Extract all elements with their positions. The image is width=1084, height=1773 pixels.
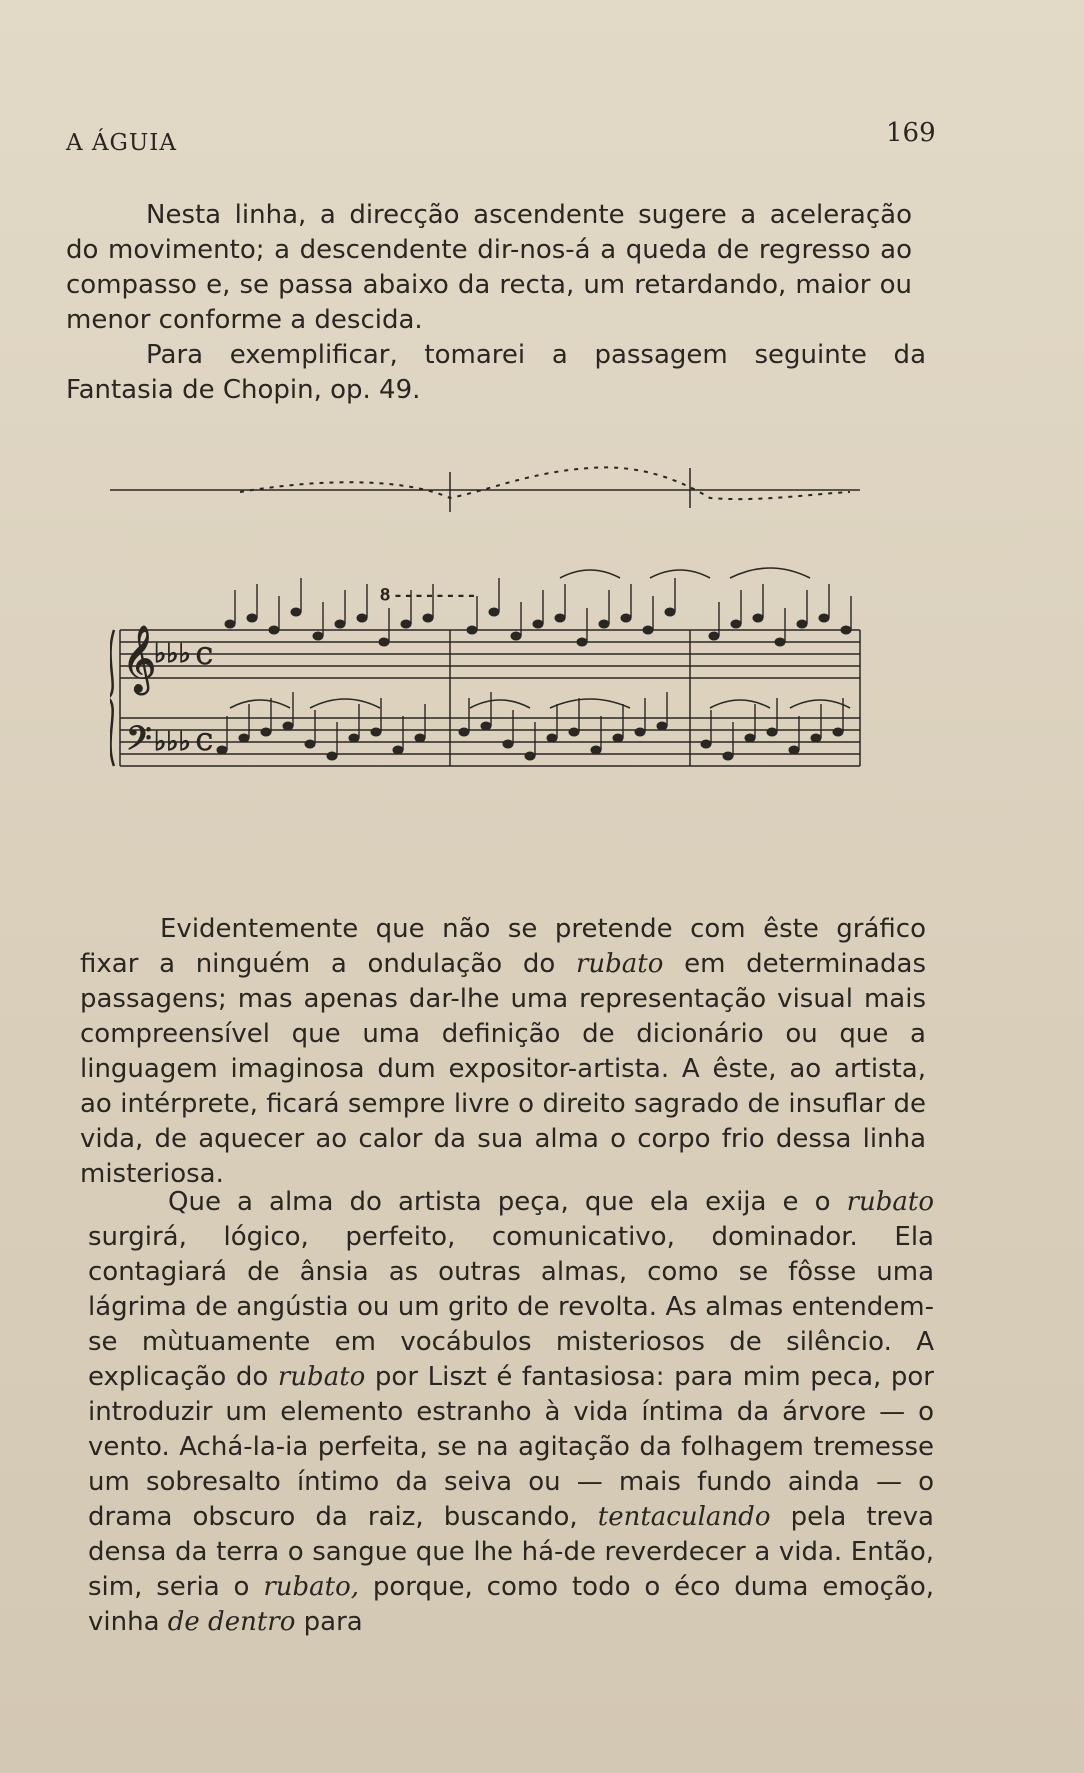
- note-head: [665, 608, 675, 616]
- note-head: [503, 740, 513, 748]
- note-head: [423, 614, 433, 622]
- time-signature-treble: C: [196, 645, 213, 670]
- note-head: [709, 632, 719, 640]
- note-head: [613, 734, 623, 742]
- note-head: [489, 608, 499, 616]
- note-head: [701, 740, 711, 748]
- note-head: [533, 620, 543, 628]
- note-head: [217, 746, 227, 754]
- key-signature-treble: ♭♭♭: [154, 639, 191, 669]
- running-title: A ÁGUIA: [66, 130, 177, 156]
- note-head: [261, 728, 271, 736]
- note-head: [283, 722, 293, 730]
- note-head: [269, 626, 279, 634]
- note-head: [525, 752, 535, 760]
- note-head: [753, 614, 763, 622]
- staff-brace: [110, 630, 114, 766]
- note-head: [577, 638, 587, 646]
- treble-staff: [120, 630, 860, 678]
- note-head: [599, 620, 609, 628]
- note-head: [555, 614, 565, 622]
- note-head: [467, 626, 477, 634]
- note-head: [811, 734, 821, 742]
- bass-clef: 𝄢: [126, 720, 152, 766]
- treble-notes: [225, 578, 851, 646]
- note-head: [349, 734, 359, 742]
- note-head: [767, 728, 777, 736]
- note-head: [635, 728, 645, 736]
- page-number: 169: [886, 118, 936, 148]
- note-head: [775, 638, 785, 646]
- paragraph-rubato-line: Nesta linha, a direcção ascendente sugere a aceleração do movimento; a descendente dir-nos-á a queda de regresso ao compasso e, se passa abaixo da recta, um retardando, maior ou menor conforme a descida.: [66, 200, 912, 335]
- note-head: [357, 614, 367, 622]
- note-head: [723, 752, 733, 760]
- note-head: [335, 620, 345, 628]
- paragraph-soul-of-artist: Que a alma do artista peça, que ela exija e o rubato surgirá, lógico, perfeito, comunicativo, dominador. Ela contagiará de ânsia as outras almas, como se fôsse uma lágrima de angústia ou um grito de revolta. As almas entendem-se mùtuamente em vocábulos misteriosos de silêncio. A explicação do rubato por Liszt é fantasiosa: para mim peca, por introduzir um elemento estranho à vida íntima da árvore — o vento. Achá-la-ia perfeita, se na agitação da folhagem tremesse um sobresalto íntimo da seiva ou — mais fundo ainda — o drama obscuro da raiz, buscando, tentaculando pela treva densa da terra o sangue que lhe há-de reverdecer a vida. Então, sim, seria o rubato, porque, como todo o éco duma emoção, vinha de dentro para: [88, 1187, 934, 1637]
- note-head: [379, 638, 389, 646]
- bass-notes: [217, 692, 843, 760]
- tempo-curve: [240, 467, 850, 499]
- note-head: [547, 734, 557, 742]
- note-head: [797, 620, 807, 628]
- note-head: [621, 614, 631, 622]
- paragraph-example-intro: Para exemplificar, tomarei a passagem seguinte da Fantasia de Chopin, op. 49.: [66, 340, 926, 405]
- note-head: [591, 746, 601, 754]
- note-head: [239, 734, 249, 742]
- key-signature-bass: ♭♭♭: [154, 727, 191, 757]
- paragraph-graph-explanation: Evidentemente que não se pretende com êste gráfico fixar a ninguém a ondulação do rubato em determinadas passagens; mas apenas dar-lhe uma representação visual mais compreensível que uma definição de dicionário ou que a linguagem imaginosa dum expositor-artista. A êste, ao artista, ao intérprete, ficará sempre livre o direito sagrado de insuflar de vida, de aquecer ao calor da sua alma o corpo frio dessa linha misteriosa.: [80, 914, 926, 1189]
- note-head: [481, 722, 491, 730]
- note-head: [393, 746, 403, 754]
- note-head: [833, 728, 843, 736]
- note-head: [819, 614, 829, 622]
- note-head: [247, 614, 257, 622]
- tempo-graph: [110, 467, 860, 512]
- note-head: [789, 746, 799, 754]
- note-head: [841, 626, 851, 634]
- note-head: [731, 620, 741, 628]
- grand-staff: [110, 568, 860, 766]
- time-signature-bass: C: [196, 731, 213, 756]
- note-head: [459, 728, 469, 736]
- ottava-mark: 8 - - - - - - - -: [380, 585, 475, 604]
- treble-clef: 𝄞: [122, 624, 157, 692]
- note-head: [327, 752, 337, 760]
- note-head: [313, 632, 323, 640]
- note-head: [225, 620, 235, 628]
- note-head: [569, 728, 579, 736]
- note-head: [745, 734, 755, 742]
- music-figure: [110, 450, 890, 870]
- note-head: [511, 632, 521, 640]
- note-head: [657, 722, 667, 730]
- music-figure-svg: [110, 450, 890, 870]
- note-head: [291, 608, 301, 616]
- slurs: [230, 568, 850, 708]
- note-head: [643, 626, 653, 634]
- note-head: [305, 740, 315, 748]
- note-head: [415, 734, 425, 742]
- note-head: [401, 620, 411, 628]
- note-head: [371, 728, 381, 736]
